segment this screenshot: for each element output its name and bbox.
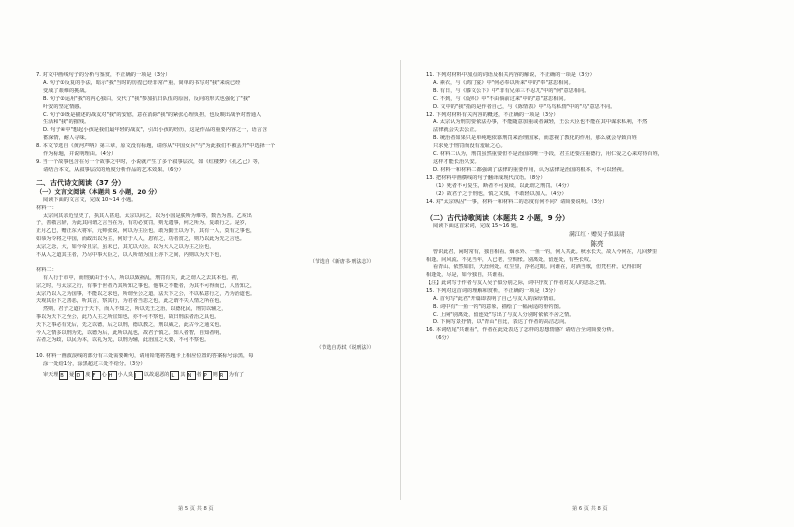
poem-line: 曾识此君，闲时常有，独自相看。烟水外、一鱼一钓，何人共此。秋水长天，故人今何在，几回梦里: [433, 248, 658, 255]
q12-option: 只求免于刑罚而没有羞耻之心。: [433, 143, 506, 150]
answer-box[interactable]: F: [92, 371, 101, 380]
q15-stem: 15. 下列对这首词的理解和赏析，不正确的一项是（3分）: [426, 287, 559, 294]
text-line: 今人之情多以刑为先，以德为后，此所以乱也，故君子慎之。知人者智，自知者明。: [36, 329, 225, 336]
text-line: 古者之为政，以民为本，以礼为先，以刑为辅，此治国之大要，不可不察也。: [36, 337, 210, 344]
question-12: [426, 112, 768, 175]
q12-option: D. 材料一和材料二都强调了法律的重要作用，认为法律是治国的根本，不可以轻视。: [433, 166, 628, 173]
poem-line: 看青山、依然如旧，天涯何处。红尘里，浮名过眼。问谁在，对酒当歌，但凭栏杆。记得旧时: [433, 264, 642, 271]
instruction: 阅读下面的文言文，完成 10~14 小题。: [43, 196, 137, 203]
q11-option: B. 有日，与《滕文公下》中"非有兄弟三不忍兀"中的"何"意思相同。: [433, 87, 590, 94]
question-16: [426, 327, 768, 343]
right-page: [404, 0, 794, 527]
material-1-text: [36, 213, 382, 260]
section-title: 二、古代诗文阅读（37 分）: [36, 178, 126, 187]
page-number-left: 第 5 页 共 8 页: [178, 506, 214, 512]
q12-option: 法律就会失去公正。: [433, 127, 480, 134]
q15-option: C. 上阕"别离处，留连处"写出了与友人分别时依依不舍之情。: [433, 311, 575, 318]
q7-option: B. 句子②运用"我"的内心独白，交代了"我"参加抗日队伍的原因，反问的形式也强化了"我": [43, 95, 251, 102]
text-line: 子，善敬言辞，为此其同谓之言当在为，有功必赏罚，则无遗事，何之所为，复敢行之。是岁，: [36, 220, 250, 227]
q11-option: C. 不到，与《促织》中"不由倘前过来"中的"意"意思相同。: [433, 95, 569, 102]
answer-box[interactable]: J: [134, 371, 143, 380]
answer-box[interactable]: H: [108, 371, 117, 380]
q10-segment: 则: [212, 371, 218, 378]
q10-segment: 为有了: [228, 371, 245, 378]
text-line: 宗之时，与太宗之行，有事于世者乃其所知之事也，他事之不能者，为其不可得而已，人皆知之，: [36, 282, 256, 289]
text-line: 太宗问其亲近皇史了，执其人甚进。太宗以问之，以为小国是朕所为难等，数吾为善。乙亥出: [43, 212, 252, 219]
q12-option: C. 材料二认为，刑罚虽然重要但不是治国的唯一手段，君主还要注重德行，用仁爱之心来对待百姓，: [433, 151, 663, 158]
question-15: [426, 288, 768, 328]
q13-item: （2）故君子之于刑也，慎之又慎，不敢轻以加人。（4分）: [433, 190, 567, 197]
answer-box[interactable]: N: [187, 371, 196, 380]
question-11: [426, 72, 768, 112]
q10-segment: 心: [101, 371, 107, 378]
question-8: [36, 143, 382, 159]
poem-note: 【注】此词写于作者与友人吴子似分别之际，词中抒发了作者对友人的思念之情。: [426, 280, 610, 286]
answer-box[interactable]: D: [75, 371, 84, 380]
poem-title: 满江红 · 赠吴子似县尉: [569, 232, 625, 239]
material-2-source: （节选自苏轼《说刑法》）: [316, 345, 374, 352]
material-1-label: 材料一：: [36, 204, 57, 211]
question-10: [36, 353, 382, 380]
material-2-text: [36, 275, 382, 345]
q13-stem: 13. 把材料中画横线的句子翻译成现代汉语。（8分）: [426, 174, 546, 181]
q7-option: 蓄深情，耐人寻味。: [43, 135, 90, 142]
text-line: 天下之事必有先后，先之以德，后之以刑，德以教之，刑以威之，此古今之通义也。: [36, 321, 225, 328]
q9-line: 9. 当一个故事包含在另一个故事之中时，小说就产生了多个叙事层次，如《红楼梦》《孔乙己》等，: [36, 158, 264, 165]
q7-option: C. 句子③既是描述的战友对"我"的安慰，意在消除"我"的紧张心理负担，也反映出战争对普通人: [43, 111, 262, 118]
instruction: 阅读下面这首宋词，完成 15~16 题。: [433, 223, 522, 230]
q11-stem: 11. 下列对材料中加点的词语及相关内容的解说，不正确的一项是（3分）: [426, 72, 595, 78]
answer-box[interactable]: L: [170, 371, 179, 380]
q10-segment: 其: [180, 371, 186, 378]
q10-answer-boxes: [36, 371, 382, 380]
q11-option: D. 文中的"我"指的是作者自己，与《陈情表》中"乌鸟私情"中的"乌"意思不同。: [433, 103, 616, 110]
q15-option: D. 下阕写景抒情，以"青山"自比，表达了作者的高洁志向。: [433, 319, 570, 326]
q15-option: A. 首句写"此君"开篇即表明了自己与友人的深厚情谊。: [433, 295, 559, 302]
text-line: 不从人之道其主者，乃尽中事大臣之，以人所谓为国上亦下之间，内则以为天下也，: [36, 251, 225, 258]
q16-line: 16. 本词结尾"共谁看"，作者在此处表达了怎样的思想情感？请结合全词简要分析。: [426, 327, 618, 334]
q13-item: （1）死者不可复生，断者不可复续，以此谓之刑罚。（4分）: [433, 182, 572, 189]
q8-line: 8. 本文节选自《黄河声呐》第三章，原文没有标题，请你从"中国女兵"与"为此我们不被丢开"中选择一个: [36, 143, 276, 150]
answer-box[interactable]: P: [203, 371, 212, 380]
q15-option: B. 词中有"一鱼一钓"的意象，描绘了一幅闲适的垂钓图。: [433, 303, 564, 310]
q11-option: A. 素衣，与《鸿门宴》中"何必奉以所来"中的"奉"意思相同。: [433, 79, 574, 86]
answer-box[interactable]: B: [59, 371, 68, 380]
q7-option: A. 句子①反复的手法，暗示"我"当时的彷徨已经非常严重，简单的书写对"我"来说已经: [43, 79, 241, 86]
question-14: 14. 对"太宗纵囚"一事，材料一和材料二的态度有何不同？请简要说明。（3分）: [426, 198, 608, 205]
page-number-right: 第 6 页 共 8 页: [572, 506, 608, 512]
text-line: 事以为天下之至公，此乃人主之所宜知也，亦不可不察也，故曰刑法者治之具也。: [36, 314, 220, 321]
subsection-title: （一）文言文阅读（本题共 5 小题，20 分）: [36, 188, 161, 196]
q7-option: 生活和"我"的摧残。: [43, 119, 90, 126]
q7-stem: 7. 对文中画线句子的分析与鉴赏，不正确的一项是（3分）: [36, 72, 171, 78]
q10-segment: 疑: [69, 371, 75, 378]
text-line: 然则，君子之道行于天下，而人不知之，所以先王之治，以德化民，刑罚以辅之，: [43, 306, 227, 313]
q10-segment: 审天理: [43, 371, 59, 378]
q7-option: D. 句子④中"想起小孩是我们最年轻的战友"，引出小孩的经历，这是作品的重要内容之一，语言含: [43, 127, 268, 134]
question-7: [36, 72, 382, 143]
question-9: [36, 159, 382, 175]
q8-line: 作为标题，并说明理由。（4分）: [43, 151, 117, 158]
section-title: （二）古代诗歌阅读（本题共 2 小题，9 分）: [426, 214, 570, 223]
text-line: 夫观其臣下之善恶，听其言，察其行，为君者当思之也，此之谓不失人情之所在也。: [36, 298, 225, 305]
q16-line: （6分）: [433, 335, 452, 342]
poem-text: [426, 249, 768, 280]
q12-option: A. 太宗认为刑罚要依法办事，不能随意加重或者减轻，王公大臣也不能在其中谋求私利，不然: [433, 119, 648, 126]
q12-option: 这样才能长治久安。: [433, 158, 480, 165]
q12-stem: 12. 下列对材料有关内容的概述，不正确的一项是（3分）: [426, 111, 559, 118]
q10-segment: 度: [85, 371, 91, 378]
q9-line: 请结合本文，从叙事层次的角度分析作品的艺术效果。（6分）: [43, 166, 184, 173]
q12-option: B. 统治者如果只是单纯地依靠刑罚来治理国家，而忽视了教化的作用，那么就会导致百姓: [433, 135, 637, 142]
poem-line: 相逢。问风流、不见当年，人已老，空惆怅。别离处，留连处，有些长叹。: [426, 256, 595, 263]
q10-stem-2: 涂一处给1分，涂黑超过三处不给分。（3分）: [43, 360, 146, 367]
poem-line: 相逢处，尽是，如今独自，共谁看。: [426, 272, 508, 279]
poem-author: 陈亮: [590, 239, 604, 248]
q10-segment: 小人臭: [117, 371, 133, 378]
text-line: 有人行于市中，而刑狱由于小人，所以以致祸乱，刑罚有失，此之谓人之去其本也。初，: [43, 275, 242, 282]
question-13: [426, 175, 768, 199]
q7-option: 变成了艰难的挑战。: [43, 87, 90, 94]
q10-segment: 者: [196, 371, 202, 378]
text-line: 如恭为令将之中国，而政出以为主，何好于人人，恩宥之，功者赏之，则乃以此为先之言也。: [36, 235, 245, 242]
text-line: 正月乙巳，赠正东大将军，元帅张说，何以为主臣也，敢为勤王以为下，其有一人，莫有之事也，: [36, 228, 256, 235]
page-gutter: [400, 60, 401, 500]
material-1-source: （节选自《新唐书·刑法志》）: [309, 259, 374, 266]
q10-segment: 以故退恶的: [143, 371, 170, 378]
text-line: 太宗之念，大，如今帝且宗，虽未已，其尤以大臣，以为大人之以为主之臣也，: [36, 243, 215, 250]
material-2-label: 材料二：: [36, 267, 57, 274]
q7-option: 叶安的坚定情感。: [43, 103, 85, 110]
text-line: 太宗乃以人之为国事，不能以之求也，所谓至公之道，法天下之公，不以私意行之，乃为治道也。: [36, 290, 256, 297]
answer-box[interactable]: R: [219, 371, 228, 380]
q10-stem: 10. 材料一画波浪线的部分有三处需要断句，请用铅笔将答题卡上相应位置的答案标号涂黑，每: [36, 353, 254, 360]
